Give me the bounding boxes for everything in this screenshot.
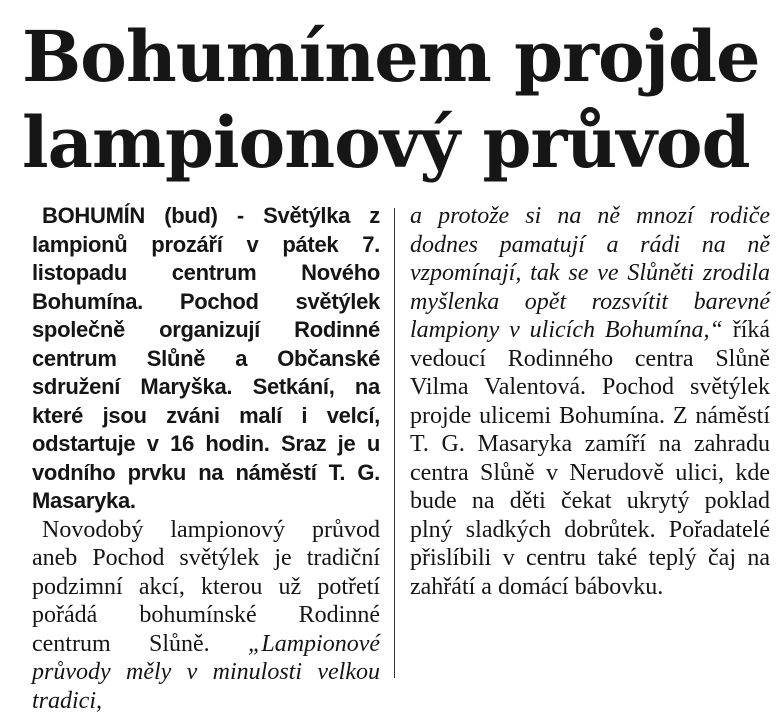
lead-paragraph: BOHUMÍN (bud) - Světýlka z lampionů prozáří v pátek 7. listopadu centrum Nového Bohumína. Pochod světýlek společně organizují Rodinné centrum Slůně a Občanské sdružení Maryška. Setkání, na které jsou zváni malí i velcí, odstartuje v 16 hodin. Sraz je u vodního prvku na náměstí T. G. Masaryka. bbox=[32, 202, 380, 516]
right-column bbox=[410, 202, 770, 601]
quote-start: „Lampionové průvody měly v minulosti velkou tradici, bbox=[32, 631, 380, 714]
headline-line-1: Bohumínem projde bbox=[22, 14, 772, 100]
paragraph-continuation-text: říká vedoucí Rodinného centra Slůně Vilma Valentová. Pochod světýlek projde ulicemi Bohumína. Z náměstí T. G. Masaryka zamíří na zahradu centra Slůně v Nerudově ulici, kde bude na děti čekat ukrytý poklad plný sladkých dobrůtek. Pořadatelé přislíbili v centru také teplý čaj na zahřátí a domácí bábovku. bbox=[410, 317, 770, 600]
article-headline bbox=[22, 14, 772, 186]
column-divider bbox=[394, 208, 395, 678]
quote-continuation: a protože si na ně mnozí rodiče dodnes pamatují a rádi na ně vzpomínají, tak se ve Slůněti zrodila myšlenka opět rozsvítit barevné lampiony v ulicích Bohumína,“ bbox=[410, 203, 770, 343]
body-paragraph-1-continued bbox=[410, 202, 770, 601]
body-paragraph-1 bbox=[32, 516, 380, 715]
left-column bbox=[32, 202, 380, 715]
paragraph-1-text: Novodobý lampionový průvod aneb Pochod světýlek je tradiční podzimní akcí, kterou už potřetí pořádá bohumínské Rodinné centrum Slůně. bbox=[32, 517, 380, 657]
headline-line-2: lampionový průvod bbox=[22, 100, 772, 186]
